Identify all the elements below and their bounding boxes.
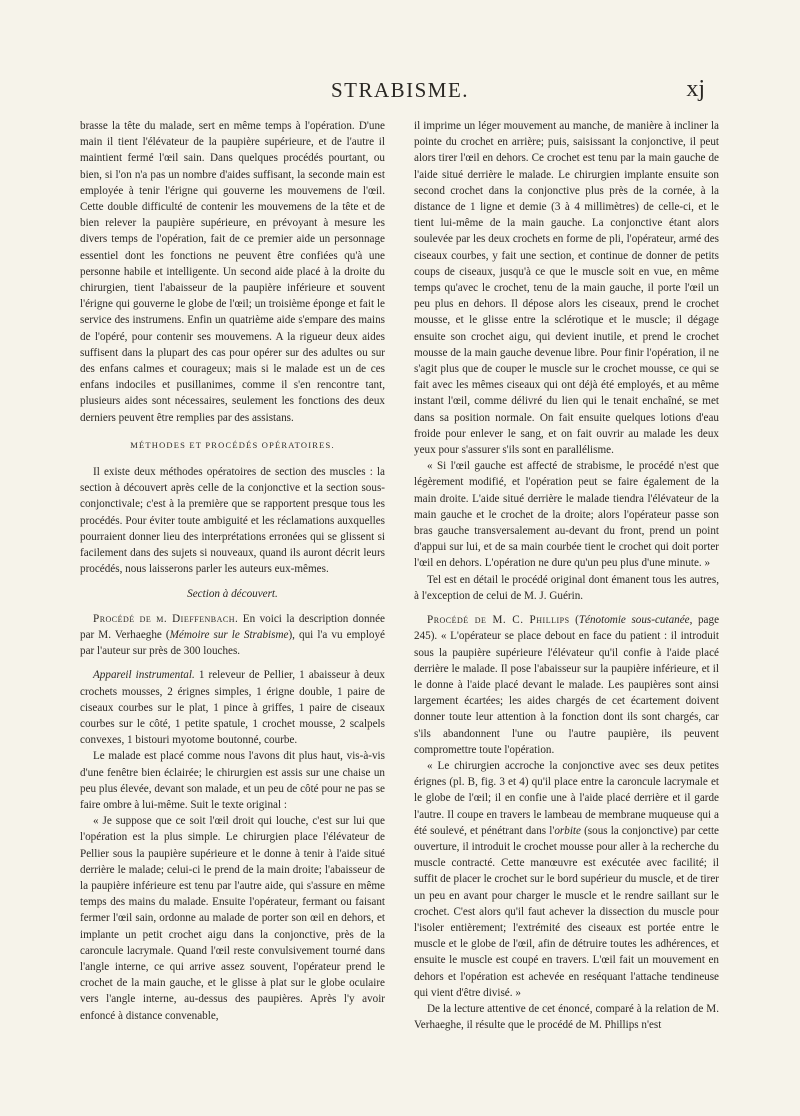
text-run: (sous la conjonctive) par cette ouverture, il introduit le crochet mousse pour aller à la recherche du muscle contracté. Cette manœuvre est exécutée avec facilité; il suffit de placer le crochet sur le bord supérieur du muscle, et de tirer un peu en avant pour charger le muscle et le rendre saillant sur le crochet. C'est alors qu'il faut achever la dissection du muscle pour l'isoler entièrement; l'extrémité des ciseaux est portée entre le muscle et le globe de l'œil, afin de détruire toutes les adhérences, et ensuite le muscle est coupé en travers. L'œil fait un mouvement en dehors et l'opération est achevée en reséquant l'attache tendineuse qui vient d'être divisé. »	[414, 824, 719, 999]
right-column	[414, 118, 719, 1033]
running-title: STRABISME.	[330, 78, 470, 102]
paragraph-phillips	[414, 612, 719, 758]
text-run: , page 245). « L'opérateur se place debout en face du patient : il introduit sous la paupière supérieure l'élévateur qu'il confie à l'aide placé derrière le malade. Il pose l'abaisseur sur la paupière inférieure, et il le donne à l'aide placé devant le malade. Les paupières sont ainsi largement écartées; les aides chargés de cet écartement doivent donner toute leur attention à la fonction dont ils sont chargés, car s'ils abandonnent l'une ou l'autre paupière, ils peuvent compromettre toute l'opération.	[414, 614, 720, 756]
page-number: xj	[686, 76, 705, 102]
paragraph-dieffenbach	[80, 611, 385, 660]
section-heading: MÉTHODES ET PROCÉDÉS OPÉRATOIRES.	[130, 439, 335, 450]
left-column	[80, 118, 385, 1024]
paragraph: brasse la tête du malade, sert en même temps à l'opération. D'une main il tient l'élévateur de la paupière supérieure, et de l'autre il maintient fermé l'œil sain. Dans quelques procédés pourtant, ou bien, si l'on n'a pas un nombre d'aides suffisant, la seconde main est employée à tenir l'érigne qui gouverne les mouvemens de l'œil. Cette double difficulté de contenir les mouvemens de la tête et de bien relever la paupière supérieure, en prévoyant à mesure les divers temps de l'opération, fait de ce premier aide un personnage essentiel dont les fonctions ne peuvent être confiées qu'à une personne habile et intelligente. Un second aide placé à la droite du chirurgien, tient l'abaisseur de la paupière inférieure et souvent l'érigne qui gouverne le globe de l'œil; un troisième éponge et fait le service des instrumens. Enfin un quatrième aide s'empare des mains de l'opéré, pour contenir ses mouvemens. A la rigueur deux aides suffisent dans la plupart des cas pour opérer sur des adultes ou sur des enfans calmes et courageux; mais si le malade est un de ces enfans indociles et pusillanimes, comme il s'en rencontre tant, plusieurs aides sont nécessaires, seulement les fonctions des deux derniers peuvent être remplies par des assistans.	[80, 120, 385, 424]
text-run: ), qui l'a vu employé par l'auteur sur près de 300 louches.	[80, 628, 385, 658]
procedure-lead: Procédé de M. C. Phillips	[427, 614, 570, 627]
text-run: (	[569, 614, 579, 627]
paragraph: il imprime un léger mouvement au manche, de manière à incliner la pointe du crochet en arrière; puis, saisissant la conjonctive, il peut alors tirer l'œil en dehors. Ce crochet est tenu par la main gauche de l'aide situé derrière le malade. Le chirurgien implante ensuite son second crochet dans la conjonctive plus près de la cornée, à la distance de 1 ligne et demie (3 à 4 millimètres) de celle-ci, et le tient lui-même de la main gauche. La conjonctive étant alors soulevée par les deux crochets en forme de pli, l'opérateur, armé des ciseaux courbes, y fait une section, et continue de donner de petits coups de ciseaux, jusqu'à ce que le muscle soit en vue, en même temps qu'avec le crochet, tenu de la main gauche, il porte l'œil un peu plus en dehors. Il dépose alors les ciseaux, prend le crochet mousse, et le glisse entre la sclérotique et le muscle; il dégage ensuite son crochet aigu, qui devient inutile, et prend le crochet mousse de la main gauche devenue libre. Pour finir l'opération, il ne s'agit plus que de couper le muscle sur le crochet mousse, ce qui se fait avec les mêmes ciseaux qui ont déjà été employés, et au même instant l'œil, comme délivré du lien qui le tenait enchaîné, se met dans sa position normale. On fait ensuite quelques lotions d'eau froide pour enlever le sang, et on fait ouvrir au malade les deux yeux pour s'assurer s'ils sont en parallélisme.	[414, 120, 719, 457]
paragraph-instruments	[80, 667, 385, 748]
quoted-paragraph: « Si l'œil gauche est affecté de strabisme, le procédé n'est que légèrement modifié, et l'opération peut se faire également de la main droite. L'aide situé derrière le malade tiendra l'élévateur de la main gauche et le crochet de la droite; alors l'opérateur passe son bras gauche transversalement au-devant du front, prend un point d'appui sur lui, et de sa main courbée tient le crochet qui doit porter l'œil en dehors. L'opération ne dure qu'un peu plus d'une minute. »	[414, 460, 719, 570]
italic-term: orbite	[554, 824, 581, 837]
text-run: En voici la description donnée par M. Verhaeghe (	[80, 612, 385, 641]
text-run: 1 releveur de Pellier, 1 abaisseur à deux crochets mousses, 2 érignes simples, 1 érigne double, 1 paire de ciseaux courbes sur le plat, 1 pince à griffes, 1 paire de ciseaux courbes sur le côté, 1 petite spatule, 1 crochet mousse, 2 scalpels convexes, 1 bistouri myotome boutonné, courbe.	[80, 669, 385, 747]
citation: Mémoire sur le Strabisme	[169, 628, 289, 641]
subsection-title: Section à découvert.	[187, 588, 278, 601]
run-in-heading: Appareil instrumental.	[93, 669, 195, 682]
quoted-paragraph: « Je suppose que ce soit l'œil droit qui louche, c'est sur lui que l'opération est la plus simple. Le chirurgien place l'élévateur de Pellier sous la paupière supérieure et le donne à tenir à l'aide situé derrière le malade; celui-ci le prend de la main droite; l'abaisseur de la paupière inférieure est tenu par l'autre aide, qui s'assure en même temps des mains du malade. Ensuite l'opérateur, fermant ou faisant fermer l'œil sain, ordonne au malade de porter son œil en dehors, et implante un petit crochet aigu dans la conjonctive, près de la caroncule lacrymale. Quand l'œil reste convulsivement tourné dans l'angle interne, ce qui arrive assez souvent, l'opérateur prend le crochet de la main gauche, et le glisse à plat sur le globe oculaire vers l'angle interne, au-dessus des paupières. Après l'y avoir enfoncé à distance convenable,	[80, 815, 385, 1022]
paragraph: Tel est en détail le procédé original dont émanent tous les autres, à l'exception de celui de M. J. Guérin.	[414, 573, 719, 602]
paragraph: Le malade est placé comme nous l'avons dit plus haut, vis-à-vis d'une fenêtre bien éclairée; le chirurgien est assis sur une chaise un peu plus élevée, devant son malade, et un peu de côté pour ne pas se faire ombre à lui-même. Suit le texte original :	[80, 750, 385, 811]
citation: Ténotomie sous-cutanée	[578, 614, 690, 627]
paragraph: Il existe deux méthodes opératoires de section des muscles : la section à découvert après celle de la conjonctive et la section sous-conjonctivale; c'est à la première que se rapportent presque tous les procédés. Pour éviter toute ambiguité et les réclamations auxquelles pourraient donner lieu des interprétations erronées qui se glissent si facilement dans des sujets si nouveaux, quand ils auront décrit leurs procédés, nous laisserons parler les auteurs eux-mêmes.	[80, 466, 385, 576]
text-run: « Le chirurgien accroche la conjonctive avec ses deux petites érignes (pl. B, fig. 3 et 4) qu'il place entre la caroncule lacrymale et le globe de l'œil; il en confie une à l'aide placé derrière et il garde l'autre. Il coupe en travers le lambeau de membrane muqueuse qui a été soulevé, et pénétrant dans l'	[414, 759, 719, 837]
quoted-paragraph	[414, 758, 719, 1001]
procedure-lead: Procédé de m. Dieffenbach.	[93, 612, 239, 625]
paragraph: De la lecture attentive de cet énoncé, comparé à la relation de M. Verhaeghe, il résulte que le procédé de M. Phillips n'est	[414, 1002, 719, 1032]
page-header	[0, 78, 800, 108]
